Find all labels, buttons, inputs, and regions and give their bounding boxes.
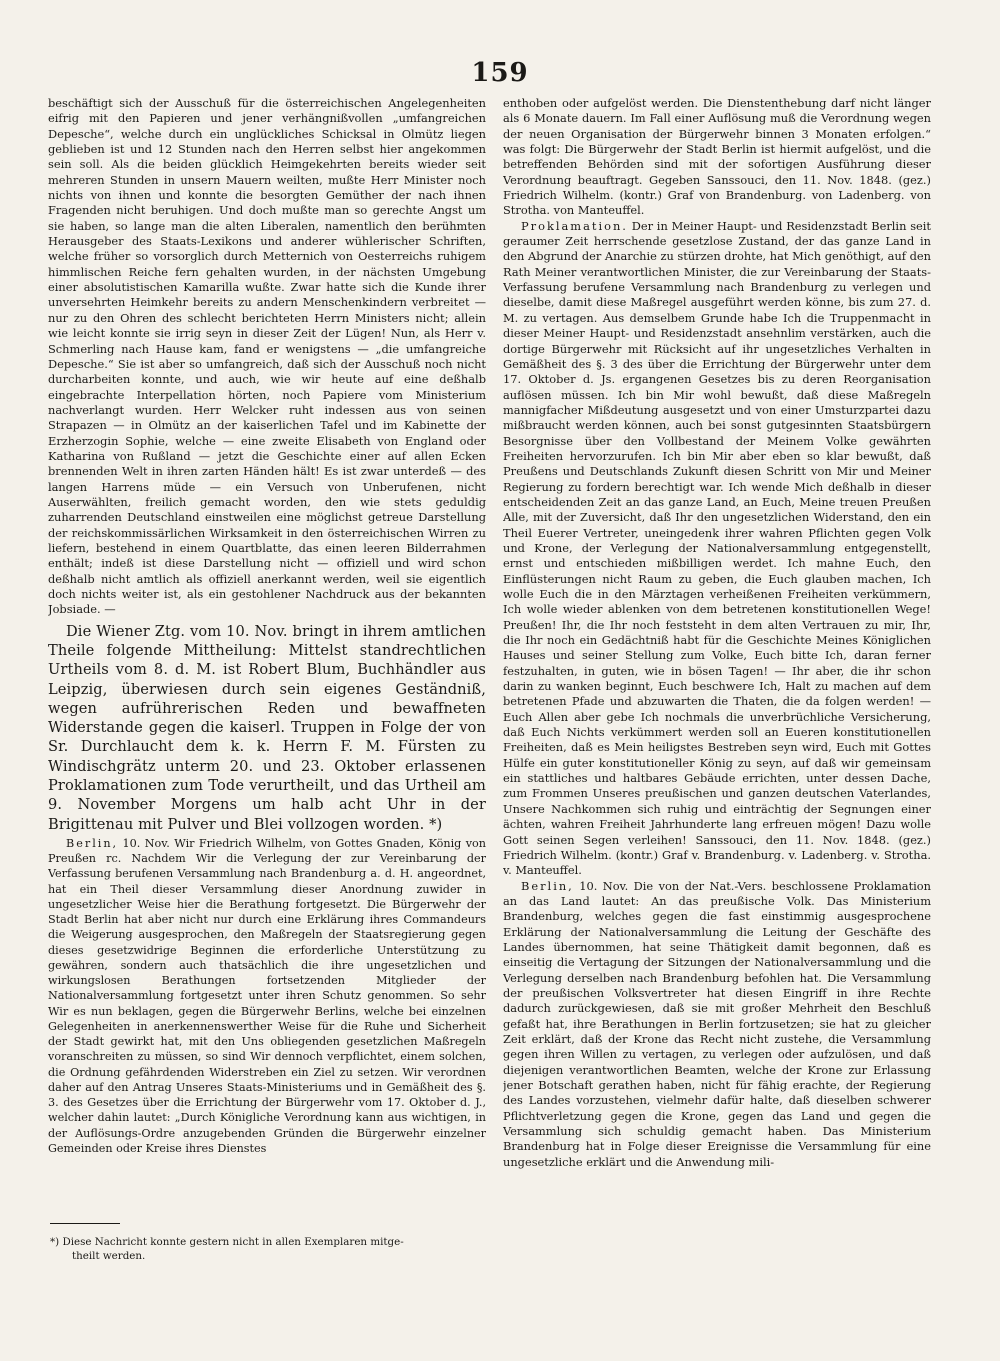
article-schmerling-welcker: beschäftigt sich der Ausschuß für die österreichischen Angelegenheiten eifrig mit den Papieren und jener verhängnißvollen „umfangreichen Depesche“, welche durch ein unglückliches Schicksal in Olmütz liegen geblieben ist und 12 Stunden nach den Herren selbst hier angekommen sein soll. Als die beiden glücklich Heimgekehrten bereits wieder seit mehreren Stunden in unsern Mauern weilten, mußte Herr Minister noch nichts von ihnen und konnte die besorgten Gemüther der nach ihnen Fragenden nicht beruhigen. Und doch mußte man so gerechte Angst um sie haben, so lange man die alten Liberalen, namentlich den berühmten Herausgeber des Staats-Lexikons und anderer wühlerischer Schriften, welche früher so vorsorglich durch Metternich von Oesterreichs ruhigem himmlischen Reiche fern gehalten wurden, in der nächsten Umgebung einer absolutistischen Kamarilla wußte. Zwar hatte sich die Kunde ihrer unversehrten Heimkehr bereits zu andern Menschenkindern verbreitet — nur zu den Ohren des schlecht berichteten Herrn Ministers nicht; allein wie leicht konnte sie irrig seyn in dieser Zeit der Lügen! Nun, als Herr v. Schmerling nach Hause kam, fand er wenigstens — „die umfangreiche Depesche.“ Sie ist aber so umfangreich, daß sich der Ausschuß noch nicht durcharbeiten konnte, und auch, wie wir heute auf eine deßhalb eingebrachte Interpellation hörten, noch Papiere vom Ministerium nachverlangt wurden. Herr Welcker ruht indessen aus von seinen Strapazen — in Olmütz an der kaiserlichen Tafel und im Kabinette der Erzherzogin Sophie, welche — eine zweite Elisabeth von England oder Katharina von Rußland — jetzt die Geschichte einer auf allen Ecken brennenden Welt in ihren zarten Händen hält! Es ist zwar unterdeß — des langen Harrens müde — ein Versuch von Unberufenen, nicht Auserwählten, freilich gemacht worden, den wie stets geduldig zuharrenden Deutschland einstweilen eine möglichst getreue Darstellung der reichskommissärlichen Wirksamkeit in den österreichischen Wirren zu liefern, bestehend in einem Quartblatte, das einen leeren Bilderrahmen enthält; indeß ist diese Darstellung nicht — offiziell und wird schon deßhalb nicht amtlich als offiziell anerkannt werden, weil sie eigentlich doch nichts weiter ist, als ein gestohlener Nachdruck aus der bekannten Jobsiade. —: [48, 96, 486, 617]
article-decree-continued: enthoben oder aufgelöst werden. Die Dienstenthebung darf nicht länger als 6 Monate dauern. Im Fall einer Auflösung muß die Verordnung wegen der neuen Organisation der Bürgerwehr binnen 3 Monaten erfolgen.“ was folgt: Die Bürgerwehr der Stadt Berlin ist hiermit aufgelöst, und die betreffenden Behörden sind mit der sofortigen Ausführung dieser Verordnung beauftragt. Gegeben Sanssouci, den 11. Nov. 1848. (gez.) Friedrich Wilhelm. (kontr.) Graf von Brandenburg. von Ladenberg. von Strotha. von Manteuffel.: [503, 96, 931, 218]
article-berlin-decree: [48, 836, 486, 1156]
left-column: [48, 96, 486, 1296]
footnote: [50, 1235, 480, 1263]
page-number: 159: [471, 58, 529, 88]
footnote-line-1: *) Diese Nachricht konnte gestern nicht in allen Exemplaren mitge-: [50, 1236, 404, 1248]
dateline-place: Berlin,: [521, 878, 574, 893]
proclamation-heading: Proklamation.: [521, 218, 628, 233]
right-column: [503, 96, 931, 1346]
article-robert-blum: Die Wiener Ztg. vom 10. Nov. bringt in ihrem amtlichen Theile folgende Mittheilung: Mittelst standrechtlichen Urtheils vom 8. d. M. ist Robert Blum, Buchhändler aus Leipzig, überwiesen durch sein eigenes Geständniß, wegen aufrührerischen Reden und bewaffneten Widerstande gegen die kaiserl. Truppen in Folge der von Sr. Durchlaucht dem k. k. Herrn F. M. Fürsten zu Windischgrätz unterm 20. und 23. Oktober erlassenen Proklamationen zum Tode verurtheilt, und das Urtheil am 9. November Morgens um halb acht Uhr in der Brigittenau mit Pulver und Blei vollzogen worden. *): [48, 622, 486, 833]
dateline-place: Berlin,: [66, 836, 119, 850]
footnote-rule: [50, 1223, 120, 1224]
article-text: 10. Nov. Wir Friedrich Wilhelm, von Gottes Gnaden, König von Preußen rc. Nachdem Wir die Verlegung der zur Vereinbarung der Verfassung berufenen Versammlung nach Brandenburg a. d. H. angeordnet, hat ein Theil dieser Versammlung dieser Anordnung zuwider in ungesetzlicher Weise hier die Berathung fortgesetzt. Die Bürgerwehr der Stadt Berlin hat aber nicht nur durch eine Erklärung ihres Commandeurs die Weigerung ausgesprochen, den Maßregeln der Staatsregierung gegen dieses gesetzwidrige Beginnen die erforderliche Unterstützung zu gewähren, sondern auch thatsächlich die ihre ungesetzlichen und wirkungslosen Berathungen fortsetzenden Mitglieder der Nationalversammlung fortgesetzt unter ihren Schutz genommen. So sehr Wir es nun beklagen, gegen die Bürgerwehr Berlins, welche bei einzelnen Gelegenheiten in anerkennenswerther Weise für die Ruhe und Sicherheit der Stadt gewirkt hat, mit den Uns obliegenden gesetzlichen Maßregeln voranschreiten zu müssen, so sind Wir dennoch verpflichtet, einem solchen, die Ordnung gefährdenden Widerstreben ein Ziel zu setzen. Wir verordnen daher auf den Antrag Unseres Staats-Ministeriums und in Gemäßheit des §. 3. des Gesetzes über die Errichtung der Bürgerwehr vom 17. Oktober d. J., welcher dahin lautet: „Durch Königliche Verordnung kann aus wichtigen, in der Auflösungs-Ordre anzugebenden Gründen die Bürgerwehr einzelner Gemeinden oder Kreise ihres Dienstes: [48, 836, 486, 1155]
article-national-assembly: [503, 879, 931, 1171]
article-text: 10. Nov. Die von der Nat.-Vers. beschlossene Proklamation an das Land lautet: An das preußische Volk. Das Ministerium Brandenburg, welches gegen die fast einstimmig ausgesprochene Erklärung der Nationalversammlung die Leitung der Geschäfte des Landes übernommen, hat seine Thätigkeit damit begonnen, daß es einseitig die Vertagung der Sitzungen der Nationalversammlung und die Verlegung derselben nach Brandenburg befohlen hat. Die Versammlung der preußischen Volksvertreter hat diesen Eingriff in ihre Rechte dadurch zurückgewiesen, daß sie mit großer Mehrheit den Beschluß gefaßt hat, ihre Berathungen in Berlin fortzusetzen; sie hat zu gleicher Zeit erklärt, daß der Krone das Recht nicht zustehe, die Versammlung gegen ihren Willen zu vertagen, zu verlegen oder aufzulösen, und daß diejenigen verantwortlichen Beamten, welche der Krone zur Erlassung jener Botschaft gerathen haben, nicht für fähig erachte, der Regierung des Landes vorzustehen, vielmehr dafür halte, daß dieselben schwerer Pflichtverletzung gegen die Krone, gegen das Land und gegen die Versammlung sich schuldig gemacht haben. Das Ministerium Brandenburg hat in Folge dieser Ereignisse die Versammlung für eine ungesetzliche erklärt und die Anwendung mili-: [503, 878, 931, 1169]
proclamation-text: Der in Meiner Haupt- und Residenzstadt Berlin seit geraumer Zeit herrschende gesetzlose Zustand, der das ganze Land in den Abgrund der Anarchie zu stürzen drohte, hat Mich genöthigt, auf den Rath Meiner verantwortlichen Minister, die zur Vereinbarung der Staats-Verfassung berufene Versammlung nach Brandenburg zu verlegen und dieselbe, damit diese Maßregel ausgeführt werden könne, bis zum 27. d. M. zu vertagen. Aus demselbem Grunde habe Ich die Truppenmacht in dieser Meiner Haupt- und Residenzstadt ansehnlim verstärken, auch die dortige Bürgerwehr mit Rücksicht auf ihr ungesetzliches Verhalten in Gemäßheit des §. 3 des über die Errichtung der Bürgerwehr unter dem 17. Oktober d. Js. ergangenen Gesetzes bis zu deren Reorganisation auflösen müssen. Ich bin Mir wohl bewußt, daß diese Maßregeln mannigfacher Mißdeutung ausgesetzt und von einer Umsturzpartei dazu mißbraucht werden können, auch bei sonst gutgesinnten Staatsbürgern Besorgnisse über den Vollbestand der Meinem Volke gewährten Freiheiten hervorzurufen. Ich bin Mir aber eben so klar bewußt, daß Preußens und Deutschlands Zukunft diesen Schritt von Mir und Meiner Regierung zu fordern berechtigt war. Ich wende Mich deßhalb in dieser entscheidenden Zeit an das ganze Land, an Euch, Meine treuen Preußen Alle, mit der Zuversicht, daß Ihr den ungesetzlichen Widerstand, den ein Theil Euerer Vertreter, uneingedenk ihrer wahren Pflichten gegen Volk und Krone, der Verlegung der Nationalversammlung entgegenstellt, ernst und entschieden mißbilligen werdet. Ich mahne Euch, den Einflüsterungen nicht Raum zu geben, die Euch glauben machen, Ich wolle Euch die in den Märztagen verheißenen Freiheiten verkümmern, Ich wolle wieder ablenken von dem betretenen konstitutionellen Wege! Preußen! Ihr, die Ihr noch feststeht in dem alten Vertrauen zu mir, Ihr, die Ihr noch ein Gedächtniß habt für die Geschichte Meines Königlichen Hauses und seiner Stellung zum Volke, Euch bitte Ich, daran ferner festzuhalten, in guten, wie in bösen Tagen! — Ihr aber, die ihr schon darin zu wanken beginnt, Euch beschwere Ich, Halt zu machen auf dem betretenen Pfade und abzuwarten die Thaten, die da folgen werden! — Euch Allen aber gebe Ich nochmals die unverbrüchliche Versicherung, daß Euch Nichts verkümmert werden soll an Eueren konstitutionellen Freiheiten, daß es Mein heiligstes Bestreben seyn wird, Euch mit Gottes Hülfe ein guter konstitutioneller König zu seyn, auf daß wir gemeinsam ein stattliches und haltbares Gebäude errichten, unter dessen Dache, zum Frommen Unseres preußischen und ganzen deutschen Vaterlandes, Unsere Nachkommen sich ruhig und einträchtig der Segnungen einer ächten, wahren Freiheit Jahrhunderte lang erfreuen mögen! Dazu wolle Gott seinen Segen verleihen! Sanssouci, den 11. Nov. 1848. (gez.) Friedrich Wilhelm. (kontr.) Graf v. Brandenburg. v. Ladenberg. v. Strotha. v. Manteuffel.: [503, 218, 931, 878]
article-proclamation: [503, 219, 931, 879]
footnote-line-2: theilt werden.: [72, 1250, 146, 1262]
